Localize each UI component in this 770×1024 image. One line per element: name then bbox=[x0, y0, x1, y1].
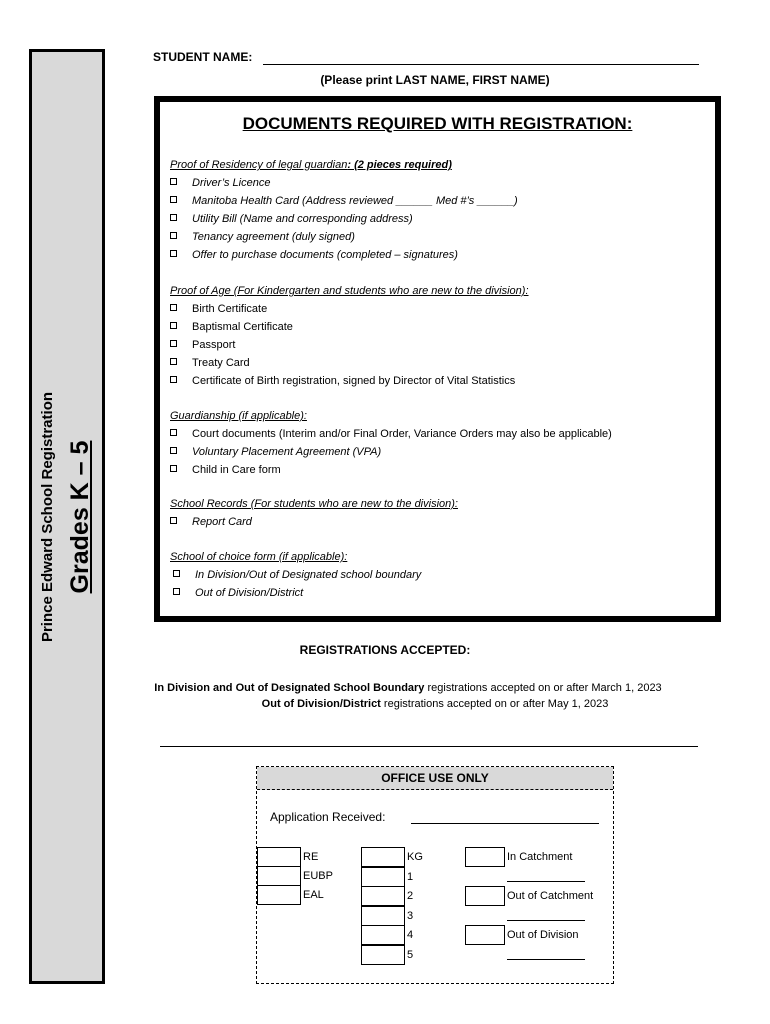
checkbox[interactable] bbox=[173, 570, 180, 577]
age-section bbox=[170, 283, 709, 390]
office-col2-label: 4 bbox=[407, 929, 414, 941]
sidebar-banner bbox=[29, 49, 105, 984]
checkbox[interactable] bbox=[170, 304, 177, 311]
age-item bbox=[170, 372, 709, 390]
checkbox[interactable] bbox=[170, 447, 177, 454]
office-col3-box[interactable] bbox=[465, 886, 505, 906]
office-col1-label: EAL bbox=[303, 889, 324, 901]
checkbox[interactable] bbox=[170, 322, 177, 329]
student-name-label: STUDENT NAME: bbox=[153, 50, 253, 64]
application-received-field[interactable] bbox=[411, 823, 599, 824]
office-col2-label: 2 bbox=[407, 890, 414, 902]
residency-item-label: Driver’s Licence bbox=[192, 177, 271, 189]
school-name: Prince Edward School Registration bbox=[39, 391, 56, 642]
records-item bbox=[170, 513, 709, 531]
office-col1-label: RE bbox=[303, 851, 319, 863]
residency-item bbox=[170, 174, 709, 192]
age-item bbox=[170, 318, 709, 336]
student-name-field[interactable] bbox=[263, 64, 699, 65]
student-name-hint: (Please print LAST NAME, FIRST NAME) bbox=[320, 73, 550, 87]
registration-date-in-division: In Division and Out of Designated School Boundary registrations accepted on or after March 1, 2023 bbox=[154, 682, 662, 694]
checkbox[interactable] bbox=[170, 465, 177, 472]
choice-item-label: Out of Division/District bbox=[195, 587, 304, 599]
office-col1-box[interactable] bbox=[257, 847, 301, 867]
choice-section bbox=[170, 549, 709, 602]
office-col2-label: 3 bbox=[407, 909, 414, 922]
checkbox[interactable] bbox=[170, 358, 177, 365]
office-col3-label: Out of Division bbox=[507, 929, 579, 941]
office-col3-label: Out of Catchment bbox=[507, 890, 594, 902]
residency-section bbox=[170, 157, 709, 264]
office-col2-box[interactable] bbox=[361, 945, 405, 965]
office-col3-box[interactable] bbox=[465, 925, 505, 945]
office-col2-label: 1 bbox=[407, 870, 414, 883]
age-heading: Proof of Age (For Kindergarten and students who are new to the division): bbox=[170, 285, 529, 297]
office-col1-box[interactable] bbox=[257, 866, 301, 886]
office-col3-label: In Catchment bbox=[507, 851, 573, 863]
age-item-label: Birth Certificate bbox=[192, 303, 268, 315]
guardianship-heading: Guardianship (if applicable): bbox=[170, 410, 307, 422]
sidebar-text bbox=[32, 217, 102, 817]
residency-heading: Proof of Residency of legal guardian: (2 pieces required) bbox=[170, 159, 452, 171]
residency-item-label: Manitoba Health Card (Address reviewed ______ Med #’s ______) bbox=[192, 195, 518, 207]
checkbox[interactable] bbox=[170, 196, 177, 203]
age-item-label: Treaty Card bbox=[192, 357, 250, 369]
choice-item bbox=[173, 566, 709, 584]
checkbox[interactable] bbox=[170, 232, 177, 239]
guardianship-item-label: Voluntary Placement Agreement (VPA) bbox=[192, 446, 382, 458]
residency-item-label: Tenancy agreement (duly signed) bbox=[192, 231, 355, 243]
checkbox[interactable] bbox=[170, 517, 177, 524]
office-col3-line[interactable] bbox=[507, 920, 585, 921]
residency-item bbox=[170, 192, 709, 210]
office-col1-label: EUBP bbox=[303, 870, 333, 882]
guardianship-item bbox=[170, 461, 709, 479]
guardianship-item bbox=[170, 443, 709, 461]
checkbox[interactable] bbox=[173, 588, 180, 595]
office-col2-box[interactable] bbox=[361, 847, 405, 867]
age-item bbox=[170, 300, 709, 318]
residency-item bbox=[170, 228, 709, 246]
choice-item-label: In Division/Out of Designated school boundary bbox=[195, 569, 422, 581]
choice-heading: School of choice form (if applicable): bbox=[170, 551, 348, 563]
residency-item bbox=[170, 246, 709, 264]
office-col2-label: 5 bbox=[407, 948, 414, 961]
office-col2-box[interactable] bbox=[361, 925, 405, 945]
residency-item-label: Utility Bill (Name and corresponding address) bbox=[192, 213, 413, 225]
checkbox[interactable] bbox=[170, 340, 177, 347]
residency-item bbox=[170, 210, 709, 228]
checkbox[interactable] bbox=[170, 250, 177, 257]
office-col3-line[interactable] bbox=[507, 881, 585, 882]
checkbox[interactable] bbox=[170, 376, 177, 383]
grades-label: Grades K – 5 bbox=[66, 440, 94, 593]
guardianship-section bbox=[170, 408, 709, 479]
office-col2-box[interactable] bbox=[361, 886, 405, 906]
choice-item bbox=[173, 584, 709, 602]
checkbox[interactable] bbox=[170, 178, 177, 185]
records-heading: School Records (For students who are new to the division): bbox=[170, 498, 458, 510]
documents-title: DOCUMENTS REQUIRED WITH REGISTRATION: bbox=[242, 114, 633, 133]
age-item bbox=[170, 354, 709, 372]
checkbox[interactable] bbox=[170, 429, 177, 436]
residency-item-label: Offer to purchase documents (completed – signatures) bbox=[192, 249, 458, 261]
office-col2-box[interactable] bbox=[361, 906, 405, 926]
office-col3-line[interactable] bbox=[507, 959, 585, 960]
guardianship-item bbox=[170, 425, 709, 443]
office-col3-box[interactable] bbox=[465, 847, 505, 867]
records-section bbox=[170, 496, 709, 531]
divider-line bbox=[160, 746, 698, 747]
office-col1-box[interactable] bbox=[257, 885, 301, 905]
application-received-label: Application Received: bbox=[270, 810, 386, 824]
age-item-label: Certificate of Birth registration, signed by Director of Vital Statistics bbox=[192, 375, 516, 387]
guardianship-item-label: Child in Care form bbox=[192, 464, 281, 476]
office-col2-box[interactable] bbox=[361, 867, 405, 887]
age-item bbox=[170, 336, 709, 354]
registration-date-out-of-division: Out of Division/District registrations accepted on or after May 1, 2023 bbox=[261, 698, 609, 710]
checkbox[interactable] bbox=[170, 214, 177, 221]
age-item-label: Baptismal Certificate bbox=[192, 321, 293, 333]
office-use-box bbox=[256, 766, 614, 984]
office-col2-label: KG bbox=[407, 851, 423, 863]
guardianship-item-label: Court documents (Interim and/or Final Order, Variance Orders may also be applicable) bbox=[192, 428, 612, 440]
documents-required-box bbox=[154, 96, 721, 622]
office-use-title: OFFICE USE ONLY bbox=[257, 767, 613, 790]
age-item-label: Passport bbox=[192, 339, 236, 351]
registrations-title: REGISTRATIONS ACCEPTED: bbox=[299, 643, 471, 657]
records-item-label: Report Card bbox=[192, 516, 252, 528]
